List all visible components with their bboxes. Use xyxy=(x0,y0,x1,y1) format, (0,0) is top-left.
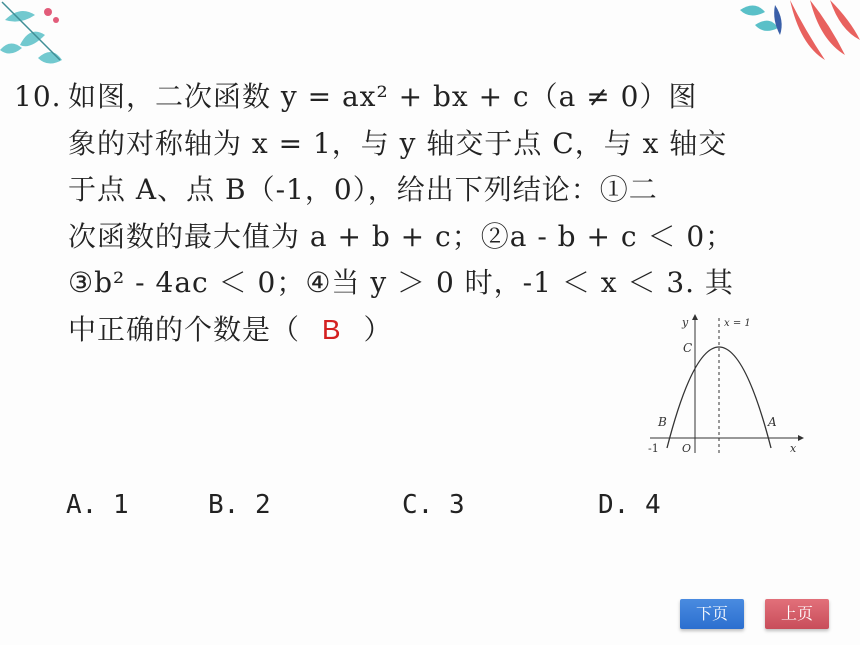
parabola-graph xyxy=(640,308,810,458)
question-line-6-prefix: 中正确的个数是（ xyxy=(68,312,301,346)
point-c-label: C xyxy=(683,341,693,355)
question-number: 10. xyxy=(14,80,62,113)
question-line-6-suffix: ） xyxy=(363,312,393,346)
x-axis-arrow xyxy=(798,435,804,441)
question-line-3: 于点 A、点 B（-1，0），给出下列结论：①二 xyxy=(68,173,658,206)
prev-page-button[interactable]: 上页 xyxy=(765,599,829,629)
tick-neg1-label: -1 xyxy=(648,442,659,455)
point-b-label: B xyxy=(658,415,667,429)
option-b: B. 2 xyxy=(208,490,271,520)
next-page-button[interactable]: 下页 xyxy=(680,599,744,629)
option-a: A. 1 xyxy=(66,490,129,520)
y-axis-arrow xyxy=(692,314,698,320)
x-axis-label: x xyxy=(790,442,797,455)
question-line-2: 象的对称轴为 x = 1，与 y 轴交于点 C，与 x 轴交 xyxy=(68,126,728,160)
answer-options xyxy=(0,490,860,530)
answer-text: B xyxy=(321,313,342,345)
y-axis-label: y xyxy=(682,316,689,329)
question-line-5: ③b² - 4ac ＜ 0；④当 y ＞ 0 时，-1 ＜ x ＜ 3. 其 xyxy=(68,266,734,299)
point-a-label: A xyxy=(768,415,777,429)
question-line-1 xyxy=(14,74,834,121)
origin-label: O xyxy=(682,442,692,455)
question-line-1-text: 如图，二次函数 y = ax² + bx + c（a ≠ 0）图 xyxy=(68,80,698,113)
symmetry-label: x = 1 xyxy=(724,318,751,329)
option-d: D. 4 xyxy=(598,490,661,520)
leaf-decoration-top-left xyxy=(0,0,80,80)
option-c: C. 3 xyxy=(402,490,465,520)
question-line-4: 次函数的最大值为 a + b + c；②a - b + c ＜ 0； xyxy=(68,219,735,253)
leaf-decoration-top-right xyxy=(730,0,860,75)
